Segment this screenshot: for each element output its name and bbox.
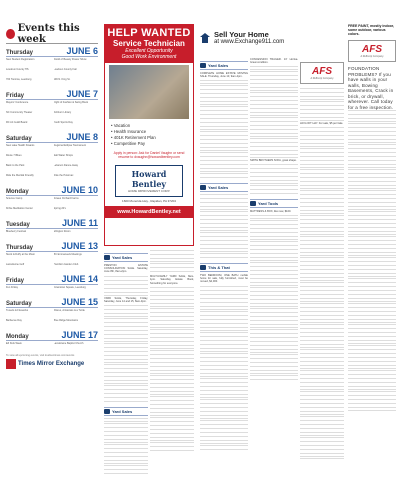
exchange-logo-text: Times Mirror Exchange	[18, 361, 85, 367]
event-item[interactable]: RC Art Guild Board	[6, 121, 28, 124]
afs-subtitle: A Ruffcorp Company	[360, 55, 384, 58]
sign-icon	[200, 185, 206, 190]
day-date: JUNE 6	[66, 46, 98, 56]
day-name: Thursday	[6, 50, 34, 56]
exchange-logo	[6, 359, 98, 369]
benefit-item: • Health Insurance	[111, 129, 147, 134]
event-item[interactable]: Blue Ridge Mountains	[53, 319, 78, 322]
event-item[interactable]: Blueberry Festival	[6, 230, 27, 233]
event-day	[6, 132, 98, 183]
event-day	[6, 46, 98, 87]
classified-ad[interactable]: YARD SALE, Thursday, Friday, Saturday, June 14 and 15, 8am-3pm.	[104, 296, 148, 303]
event-day	[6, 89, 98, 130]
benefit-item: • 401K Retirement Plan	[111, 135, 156, 140]
classified-ad[interactable]: MULTI-FAMILY YARD SALE, 8am-1pm. Saturday Estate Book, Something for everyone.	[150, 275, 194, 285]
apply-instructions: Apply in person: Ask for Daniel Vaughn or send resume to dvaughn@howardbentley.com	[113, 151, 185, 159]
event-item[interactable]: Night of Fashion & Swing Book	[53, 101, 88, 104]
event-item[interactable]: Rowes Orchard Farms	[53, 197, 79, 200]
event-item[interactable]: EZ Kids Week	[6, 342, 22, 345]
event-item[interactable]: Fun Friday	[6, 286, 18, 289]
classified-ad[interactable]: TWO BEDROOM, ONE BATH mobile home for sale, fully furnished, must be moved, $4,000.	[200, 273, 248, 284]
event-item[interactable]: NC Community Theater	[6, 111, 33, 114]
classified-column	[200, 58, 248, 486]
classified-column	[104, 250, 148, 486]
sign-icon	[104, 255, 110, 260]
events-column	[6, 24, 98, 486]
event-item[interactable]: Loudoun County HS	[6, 68, 29, 71]
category-header: Yard Tools	[250, 199, 298, 208]
classified-column	[150, 250, 194, 486]
event-item[interactable]: Kirbie Meditation Center	[6, 207, 33, 210]
event-item[interactable]: Regional Eclipse Tournament	[53, 144, 86, 147]
day-date: JUNE 17	[61, 330, 98, 340]
brand-url-link[interactable]: www.HowardBentley.net	[105, 206, 193, 218]
event-item[interactable]: Tuxedo & Fireworks	[6, 309, 29, 312]
events-title: Events this week	[17, 22, 80, 45]
brand-subtitle: HOME IMPROVEMENT CORP.	[127, 189, 171, 193]
day-date: JUNE 8	[66, 132, 98, 142]
sell-title: Sell Your Home	[214, 30, 269, 39]
day-name: Friday	[6, 278, 25, 284]
event-item[interactable]: 700 Tocoma, Leesburg	[6, 78, 32, 81]
event-day	[6, 218, 98, 239]
classified-ad[interactable]: FREE PAINT, mostly indoor, some outdoor, various colors.	[348, 24, 395, 36]
afs-ad[interactable]	[300, 62, 344, 84]
day-date: JUNE 7	[66, 89, 98, 99]
sell-your-home-header[interactable]	[200, 31, 284, 45]
sign-icon	[104, 409, 110, 414]
event-item[interactable]: Lansdowne Baptist Church	[53, 342, 84, 345]
event-item[interactable]: Ashburn Library	[53, 111, 72, 114]
event-item[interactable]: Allures, Aristocats & a Turtle	[53, 309, 85, 312]
day-name: Friday	[6, 93, 25, 99]
day-name: Tuesday	[6, 222, 30, 228]
event-item[interactable]: BC Emmanuels Meetings	[53, 253, 82, 256]
category-header: Yard Sales	[200, 61, 248, 70]
day-name: Monday	[6, 189, 29, 195]
day-name: Saturday	[6, 301, 32, 307]
category-header: Yard Sales	[104, 407, 148, 416]
brand-address: 1600 Morerida Hwy., Rapidan, PA 37204	[122, 199, 176, 203]
technician-photo	[109, 65, 189, 119]
category-header: This & That	[200, 263, 248, 272]
help-wanted-tag: Good Work Environment	[121, 54, 177, 60]
event-item[interactable]: Stock & Duffy at the Moon	[6, 253, 35, 256]
event-item[interactable]: Salt Water Shops	[53, 154, 73, 157]
event-item[interactable]: Ride the Meridal Friendly	[6, 174, 34, 177]
category-header: Yard Sales	[104, 253, 148, 262]
classified-ad[interactable]: CONCESSION TRAILER. 13' Hortsa. Great condition.	[250, 58, 298, 65]
event-item[interactable]: Lansdowne Golf	[6, 263, 25, 266]
afs-ad[interactable]	[348, 40, 396, 62]
event-day	[6, 241, 98, 272]
event-day	[6, 274, 98, 295]
classified-column	[348, 24, 396, 486]
event-item[interactable]: World of Beauty Flower Show	[53, 58, 87, 61]
event-item[interactable]: Mayors' Conference	[6, 101, 29, 104]
event-item[interactable]: Route 7 Bikes	[6, 154, 22, 157]
foundation-ad[interactable]: FOUNDATION PROBLEMS? If you have walls in your walls, Bowing Basements, Crack in brick, or drywall, wherever. Call today for a free inspection.	[348, 66, 394, 110]
classified-column	[300, 58, 344, 486]
calendar-icon	[6, 29, 15, 39]
event-item[interactable]: 109 N. King St.	[53, 78, 71, 81]
classified-ad[interactable]: SMITH BROTHERS SOFA, great shape.	[250, 158, 297, 162]
event-item[interactable]: Youth Sports Day	[53, 121, 73, 124]
benefits-list	[105, 121, 193, 149]
day-name: Thursday	[6, 245, 34, 251]
help-wanted-subtitle: Service Technician	[113, 39, 185, 48]
event-day	[6, 185, 98, 216]
howard-bentley-logo	[115, 165, 183, 197]
tag-icon	[200, 265, 206, 270]
help-wanted-title: HELP WANTED	[107, 27, 191, 39]
sell-url-link[interactable]: at www.Exchange911.com	[214, 39, 285, 45]
event-item[interactable]: Downtown Square, Leesburg	[53, 286, 86, 289]
help-wanted-tag: Excellent Opportunity	[125, 48, 173, 54]
events-header	[6, 24, 98, 44]
event-item[interactable]: New Lake Health Kiwanis	[6, 144, 35, 147]
event-item[interactable]: Barbecue Day	[6, 319, 22, 322]
event-item[interactable]: Back to the Park	[6, 164, 25, 167]
day-date: JUNE 13	[61, 241, 98, 251]
events-footer-link[interactable]: To view all upcoming events, visit loudountimes.com/events	[6, 354, 75, 357]
classified-ad[interactable]: PRESTON ESTATE CONSOLIDATION SALE. Saturday, June 8th, 8am-2pm.	[104, 264, 148, 274]
help-wanted-header	[105, 25, 193, 63]
event-item[interactable]: Hamilton Garden Club	[53, 263, 79, 266]
classified-ad[interactable]: MATTRESS & BOX, like new, $100.	[250, 210, 292, 214]
event-day	[6, 330, 98, 351]
help-wanted-ad[interactable]	[104, 24, 194, 246]
day-name: Saturday	[6, 136, 32, 142]
afs-subtitle: A Ruffcorp Company	[310, 77, 334, 80]
benefit-item: • Vacation	[111, 123, 131, 128]
event-item[interactable]: Ellington Room	[53, 230, 71, 233]
event-item[interactable]: Lebanon Dance-Away	[53, 164, 79, 167]
classified-ad[interactable]: COMPLETE HOME ESTATE MOVING SALE. Thursday, June 13, 9am-4pm.	[200, 72, 248, 79]
afs-logo: AFS	[362, 44, 382, 55]
day-date: JUNE 10	[61, 185, 98, 195]
wrench-icon	[250, 201, 256, 206]
brand-name: Howard Bentley	[131, 169, 167, 189]
event-day	[6, 297, 98, 328]
event-item[interactable]: Spring 20's	[53, 207, 66, 210]
sign-icon	[200, 63, 206, 68]
benefit-item: • Competitive Pay	[111, 141, 145, 146]
event-item[interactable]: New Student Registration	[6, 58, 35, 61]
exchange-logo-icon	[6, 359, 16, 369]
classified-ad[interactable]: HAYLOFT HAY. For sale, $5 per bale.	[300, 121, 344, 125]
day-date: JUNE 11	[61, 218, 98, 228]
event-item[interactable]: Science Camp	[6, 197, 23, 200]
house-icon	[200, 33, 210, 43]
day-date: JUNE 14	[61, 274, 98, 284]
event-item[interactable]: Ride the Potomac	[53, 174, 74, 177]
event-item[interactable]: Loudoun County Fair	[53, 68, 77, 71]
day-date: JUNE 15	[61, 297, 98, 307]
classified-column	[250, 58, 298, 486]
day-name: Monday	[6, 334, 29, 340]
afs-logo: AFS	[312, 66, 332, 77]
category-header: Yard Sales	[200, 183, 248, 192]
